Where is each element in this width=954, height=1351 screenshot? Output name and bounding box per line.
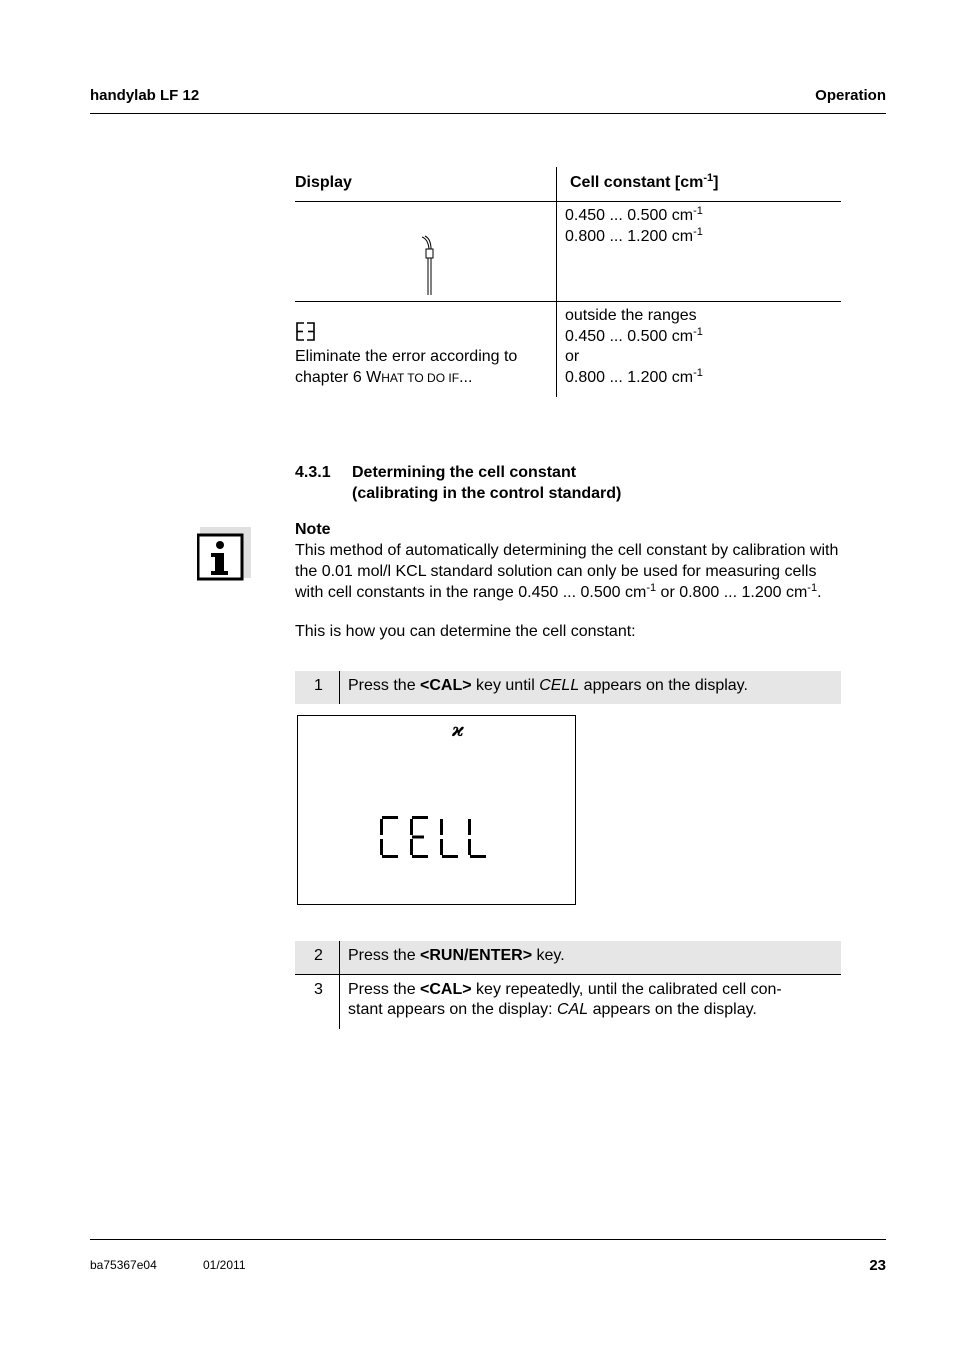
header-rule [90, 113, 886, 114]
intro-text: This is how you can determine the cell constant: [295, 623, 636, 640]
step-3-number: 3 [314, 981, 323, 998]
lcd-cell-text [380, 816, 490, 860]
step-1-divider [339, 671, 340, 704]
info-icon [197, 527, 251, 581]
row1-range-1: 0.450 ... 0.500 $cm^{-1}$ [565, 205, 703, 224]
section-title-line2: (calibrating in the control standard) [352, 485, 622, 502]
note-line-1: This method of automatically determining the cell constant by calibration with [295, 542, 839, 559]
table-header-cell-constant: Cell constant $[cm^{-1}]$ [570, 172, 719, 191]
note-line-2: the 0.01 mol/l KCL standard solution can only be used for measuring cells [295, 563, 817, 580]
note-line-3: with cell constants in the range 0.450 ... 0.500 $cm^{-1}$ or 0.800 ... 1.200 $cm^{-1}$. [295, 582, 822, 601]
error-e3-display-icon [296, 322, 316, 342]
step-2-3-divider [339, 941, 340, 1029]
row2-description-line1: Eliminate the error according to [295, 348, 518, 365]
footer-rule [90, 1239, 886, 1240]
section-number: 4.3.1 [295, 464, 331, 481]
conductivity-probe-icon [418, 235, 440, 297]
step-3-text-line2: stant appears on the display: CAL appears on the display. [348, 1001, 757, 1018]
row1-range-2: 0.800 ... 1.200 $cm^{-1}$ [565, 226, 703, 245]
table-row-rule [295, 301, 841, 302]
page-number: 23 [869, 1257, 886, 1274]
table-header-display: Display [295, 174, 352, 191]
step-3-text-line1: Press the <CAL> key repeatedly, until the calibrated cell con- [348, 981, 782, 998]
table-header-rule [295, 201, 841, 202]
row2-description-line2: chapter 6 WHAT TO DO IF... [295, 369, 473, 386]
step-2-number: 2 [314, 947, 323, 964]
step-1-text: Press the <CAL> key until CELL appears on the display. [348, 677, 748, 694]
running-header-section: Operation [815, 87, 886, 104]
footer-doc-id: ba75367e04 [90, 1258, 157, 1272]
step-2-rule [295, 974, 841, 975]
row2-outside: outside the ranges [565, 307, 697, 324]
step-1-number: 1 [314, 677, 323, 694]
section-title-line1: Determining the cell constant [352, 464, 577, 481]
note-heading: Note [295, 521, 331, 538]
row2-range-1: 0.450 ... 0.500 $cm^{-1}$ [565, 326, 703, 345]
row2-or: or [565, 348, 580, 365]
conductivity-symbol-icon: ϰ [452, 720, 464, 741]
step-2-text: Press the <RUN/ENTER> key. [348, 947, 565, 964]
footer-date: 01/2011 [203, 1258, 246, 1272]
running-header-title: handylab LF 12 [90, 87, 200, 104]
lcd-display [297, 715, 576, 905]
row2-range-2: 0.800 ... 1.200 $cm^{-1}$ [565, 367, 703, 386]
